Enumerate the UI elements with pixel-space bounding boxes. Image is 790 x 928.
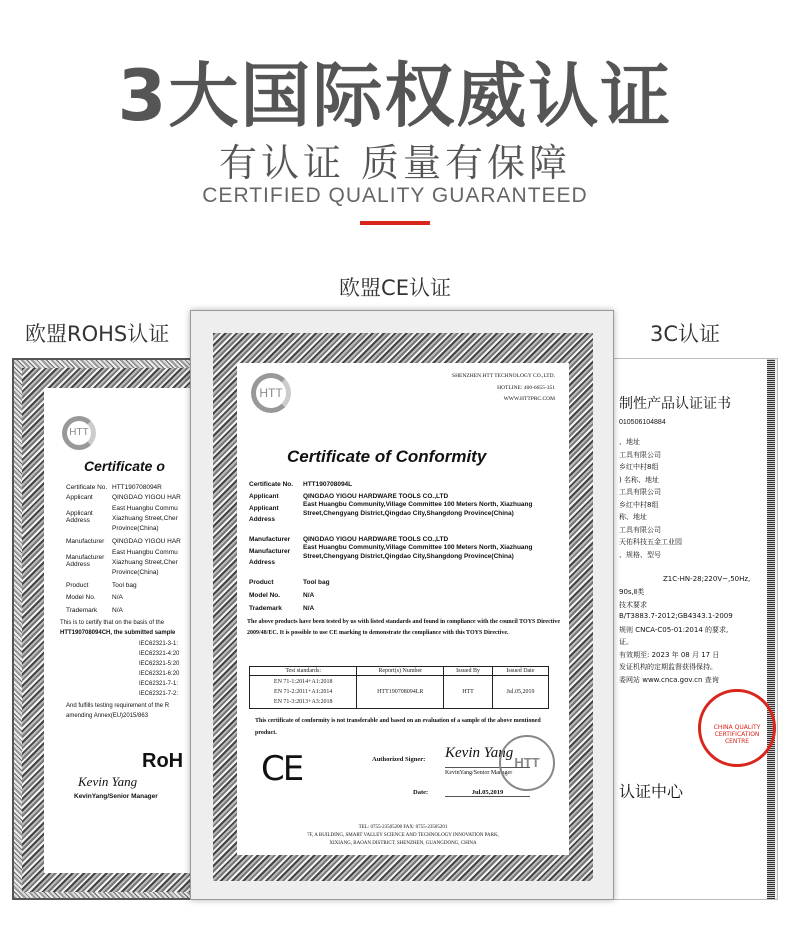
field-value: East Huangbu Commu Xiazhuang Street,Cher Province(China) xyxy=(112,549,178,576)
ccc-line: 规则 CNCA-C05-01:2014 的要求, xyxy=(619,625,729,634)
page-title: 3大国际权威认证 xyxy=(117,55,673,137)
ccc-paper xyxy=(613,359,767,899)
field-label: Model No. xyxy=(66,594,96,601)
standard: IEC62321-3-1: xyxy=(139,641,179,647)
field-label: Product xyxy=(66,582,89,589)
field-label: Applicant xyxy=(249,493,279,500)
field-value: Tool bag xyxy=(112,582,137,589)
certificate-number: 010506104884 xyxy=(619,419,666,426)
field-value: N/A xyxy=(112,594,123,601)
rohs-certificate xyxy=(12,358,202,900)
signer-name: KevinYang/Senior Manager xyxy=(74,793,158,800)
test-standards-table xyxy=(249,666,549,709)
ce-paper xyxy=(237,363,569,855)
standard: EN 71-1:2014+A1:2018 xyxy=(273,679,333,685)
seal-text: CHINA QUALITY CERTIFICATION CENTRE xyxy=(713,724,761,745)
standard: EN 71-3:2013+A3:2018 xyxy=(273,699,333,705)
certificate-title: 制性产品认证证书 xyxy=(619,396,731,412)
date-label: Date: xyxy=(413,789,429,796)
field-label: Manufacturer xyxy=(249,536,291,543)
field-value: HTT190708094L xyxy=(303,481,353,488)
rohs-text: This is to certify that on the basis of the xyxy=(60,620,165,626)
rohs-text: amending Annex(EU)2015/863 xyxy=(66,713,149,719)
issued-by: HTT xyxy=(444,676,493,709)
table-header: Report(s) Number xyxy=(357,667,444,676)
field-value: HTT190708094R xyxy=(112,484,162,491)
accent-divider xyxy=(360,221,430,225)
field-label: Applicant xyxy=(66,494,93,501)
htt-stamp: HTT xyxy=(499,735,555,791)
htt-logo: HTT xyxy=(251,373,291,413)
rohs-text: And fulfills testing requirement of the R xyxy=(66,703,170,709)
ccc-certificate xyxy=(600,358,778,900)
field-label: Trademark xyxy=(249,605,282,612)
field-label: Certificate No. xyxy=(249,481,294,488)
ccc-line: 有效期至: 2023 年 08 月 17 日 xyxy=(619,650,720,659)
ccc-line: 证。 xyxy=(619,638,633,646)
rohs-paper xyxy=(44,388,204,873)
field-value: QINGDAO YIGOU HARDWARE TOOLS CO.,LTD xyxy=(303,536,449,543)
ccc-line: 天佑科技五金工业园 xyxy=(619,538,682,546)
field-value: QINGDAO YIGOU HAR xyxy=(112,494,181,501)
field-value: Tool bag xyxy=(303,579,330,586)
field-label: Manufacturer xyxy=(66,538,105,545)
ccc-line: 称、地址 xyxy=(619,513,647,521)
company-name: SHENZHEN HTT TECHNOLOGY CO.,LTD. xyxy=(452,373,555,379)
field-label: Trademark xyxy=(66,607,98,614)
ccc-line: B/T3883.7-2012;GB4343.1-2009 xyxy=(619,612,733,620)
ccc-line: 、地址 xyxy=(619,438,640,446)
standard: IEC62321-5:20 xyxy=(139,661,180,667)
page-subtitle: 有认证 质量有保障 xyxy=(218,141,572,185)
standard: IEC62321-7-1: xyxy=(139,681,179,687)
signer-name: KevinYang/Senior Manager xyxy=(445,767,530,776)
certificate-title: Certificate o xyxy=(84,458,165,474)
table-header: Test standards: xyxy=(250,667,357,676)
htt-logo: HTT xyxy=(62,416,96,450)
report-number: HTT190708094LR xyxy=(357,676,444,709)
tagline: CERTIFIED QUALITY GUARANTEED xyxy=(202,184,588,207)
label-ce: 欧盟CE认证 xyxy=(339,276,451,300)
footer-line: 7F, A BUILDING, SMART VALLEY SCIENCE AND TECHNOLOGY INNOVATION PARK, xyxy=(307,833,499,838)
ce-mark-icon: CE xyxy=(261,749,303,789)
field-value: QINGDAO YIGOU HARDWARE TOOLS CO.,LTD xyxy=(303,493,449,500)
rohs-text: HTT190708094CH, the submitted sample xyxy=(60,630,176,636)
table-row xyxy=(250,676,549,709)
field-label: Manufacturer Address xyxy=(249,548,291,566)
field-label: Manufacturer Address xyxy=(66,554,105,568)
standard: IEC62321-7-2: xyxy=(139,691,179,697)
ccc-line: 乡红中村8组 xyxy=(619,500,659,509)
field-label: Certificate No. xyxy=(66,484,108,491)
ccc-line: 90s,Ⅱ类 xyxy=(619,588,645,596)
table-header: Issued Date xyxy=(492,667,548,676)
date-value: Jul.05,2019 xyxy=(445,789,530,797)
field-value: N/A xyxy=(303,592,315,599)
field-label: Product xyxy=(249,579,274,586)
field-label: Model No. xyxy=(249,592,281,599)
field-value: East Huangbu Community,Village Committee 100 Meters North, Xiazhuang Street,Chengyang District,Qingdao City,Shangdong Province(China) xyxy=(303,501,533,517)
signature: Kevin Yang xyxy=(445,745,514,761)
field-value: QINGDAO YIGOU HAR xyxy=(112,538,181,545)
signer-label: Authorized Signer: xyxy=(372,756,426,763)
label-ccc: 3C认证 xyxy=(650,322,721,346)
field-value: N/A xyxy=(303,605,315,612)
table-header: Issued By xyxy=(444,667,493,676)
field-label: Applicant Address xyxy=(249,505,279,523)
ccc-line: ) 名称、地址 xyxy=(619,475,659,484)
signature: Kevin Yang xyxy=(78,774,138,789)
ccc-line: 委网站 www.cnca.gov.cn 查询 xyxy=(619,675,719,684)
ccc-line: 工具有限公司 xyxy=(619,488,661,496)
rohs-mark: RoH xyxy=(142,750,184,772)
ccc-line: 发证机构的定期监督获得保持。 xyxy=(619,663,717,671)
standard: IEC62321-6:20 xyxy=(139,671,180,677)
certificate-title: Certificate of Conformity xyxy=(287,447,487,466)
footer-line: XIXIANG, BAOAN DISTRICT, SHENZHEN, GUANGDONG, CHINA xyxy=(329,841,477,846)
ccc-line: 乡红中村8组 xyxy=(619,463,659,471)
label-rohs: 欧盟ROHS认证 xyxy=(25,322,170,346)
ccc-line: 工具有限公司 xyxy=(619,450,661,459)
ccc-line: 技术要求 xyxy=(619,600,647,609)
field-value: East Huangbu Community,Village Committee 100 Meters North, Xiazhuang Street,Chengyang District,Qingdao City,Shangdong Province(China) xyxy=(303,544,533,560)
standard: IEC62321-4:20 xyxy=(139,651,180,657)
issuer-name: 认证中心 xyxy=(619,782,684,801)
compliance-statement: The above products have been tested by us with listed standards and found in compliance with the council TOYS Directive 2009/48/EC. It is possible to use CE marking to demonstrate the compliance with this TOYS Directive. xyxy=(247,619,561,636)
field-label: Applicant Address xyxy=(66,510,93,524)
ce-certificate xyxy=(190,310,614,900)
transfer-note: This certificate of conformity is not transferable and based on an evaluation of a sample of the above mentioned product. xyxy=(255,718,541,736)
ccc-seal xyxy=(698,689,776,767)
website: WWW.HTTPRC.COM xyxy=(503,396,555,402)
ccc-line: Z1C-HN-28;220V~,50Hz, xyxy=(663,574,751,583)
footer-line: TEL: 0755-23505200 FAX: 0755-23505201 xyxy=(358,825,448,830)
ccc-line: 工具有限公司 xyxy=(619,525,661,534)
field-value: East Huangbu Commu Xiazhuang Street,Cher Province(China) xyxy=(112,505,178,532)
issued-date: Jul.05,2019 xyxy=(492,676,548,709)
standard: EN 71-2:2011+A1:2014 xyxy=(274,689,333,695)
hotline: HOTLINE: 400-6655-351 xyxy=(497,385,555,391)
field-value: N/A xyxy=(112,607,123,614)
ccc-line: 、规格、型号 xyxy=(619,550,661,559)
